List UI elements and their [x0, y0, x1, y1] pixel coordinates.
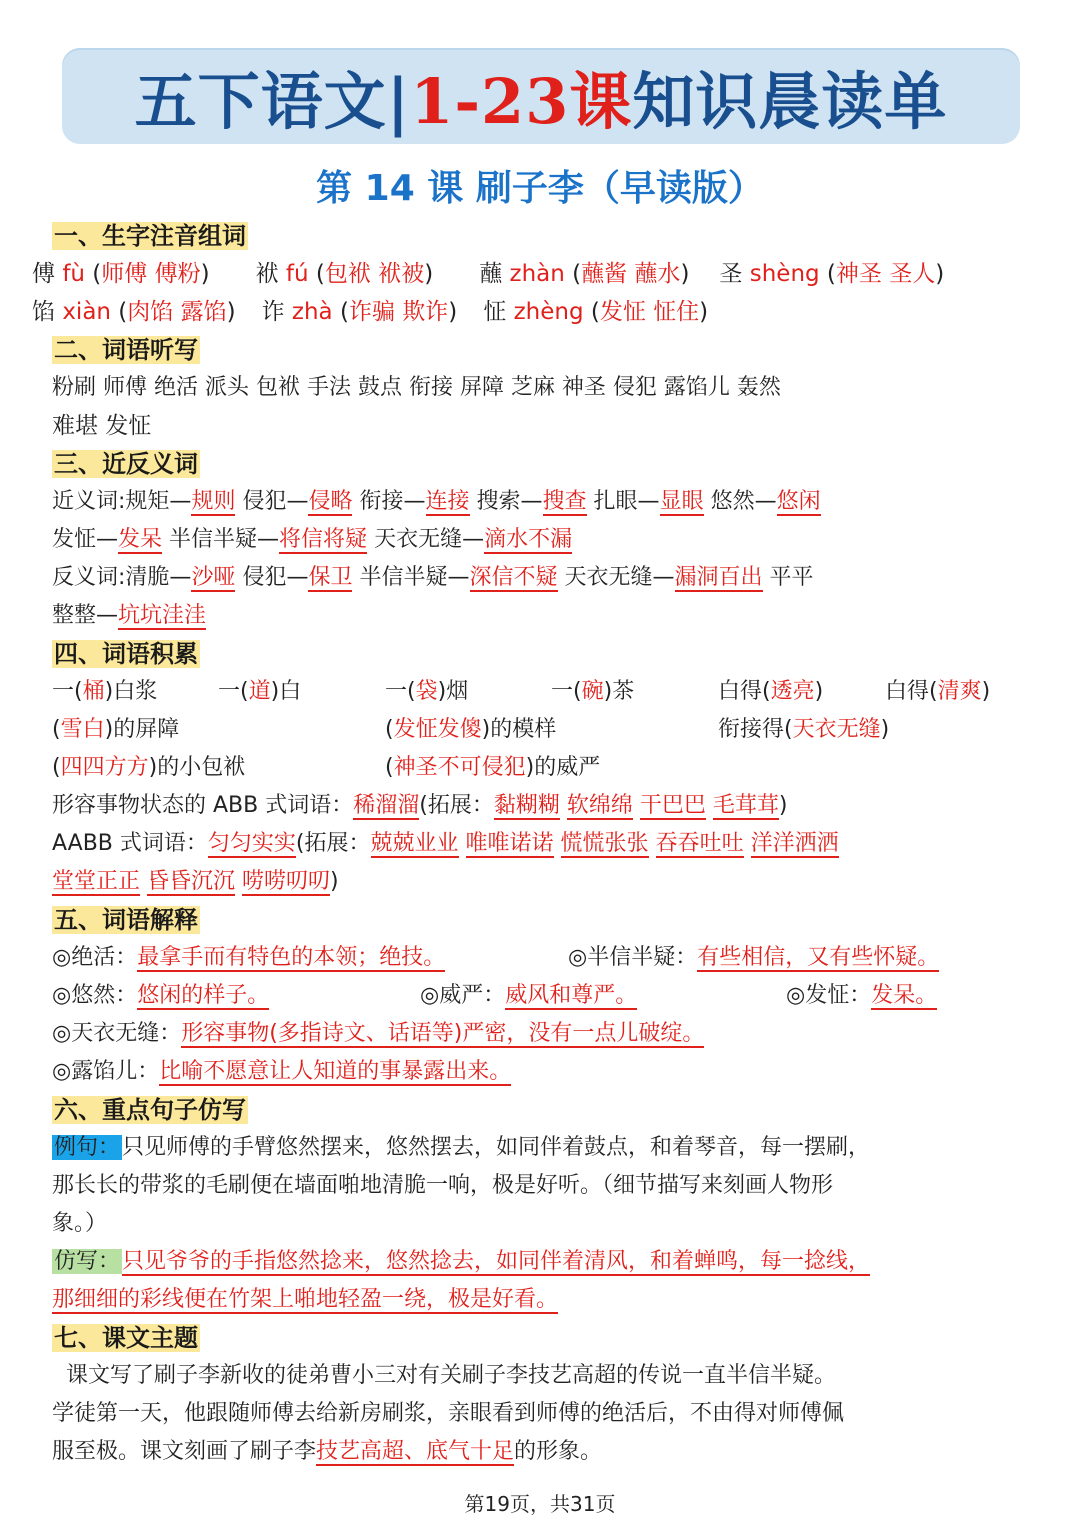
accumulate-row: 衔接得(天衣无缝) [718, 717, 890, 742]
dictation-line: 难堪 发怔 [52, 413, 152, 439]
title-part2: 1-23课 [410, 64, 633, 138]
char-item: 傅 fù (师傅 傅粉) [32, 261, 210, 287]
section-heading: 四、词语积累 [54, 640, 198, 668]
char-row-1 [32, 255, 944, 293]
section-heading: 六、重点句子仿写 [54, 1096, 246, 1124]
title-part1: 五下语文| [134, 64, 411, 138]
theme-paragraph: 课文写了刷子李新收的徒弟曹小三对有关刷子李技艺高超的传说一直半信半疑。 [52, 1363, 836, 1388]
dictation-line: 粉刷 师傅 绝活 派头 包袱 手法 鼓点 衔接 屏障 芝麻 神圣 侵犯 露馅儿 轰然 [52, 375, 781, 400]
accumulate-row: 白得(透亮) [718, 679, 824, 704]
synonym-line: 发怔—发呆 半信半疑—将信将疑 天衣无缝—滴水不漏 [52, 527, 573, 552]
accumulate-row: (雪白)的屏障 [52, 717, 180, 742]
char-item: 袱 fú (包袱 袱被) [255, 261, 434, 287]
accumulate-row: 一(道)白 [218, 679, 302, 704]
title-part3: 知识晨读单 [632, 64, 948, 138]
antonym-line: 整整—坑坑洼洼 [52, 603, 207, 628]
title-banner [62, 48, 1020, 144]
accumulate-row: 一(袋)烟 [385, 679, 469, 704]
char-item: 诈 zhà (诈骗 欺诈) [261, 299, 458, 325]
theme-paragraph: 学徒第一天，他跟随师傅去给新房刷浆，亲眼看到师傅的绝活后，不由得对师傅佩 [52, 1401, 845, 1426]
aabb-line: AABB 式词语：匀匀实实(拓展：兢兢业业 唯唯诺诺 慌慌张张 吞吞吐吐 洋洋洒洒 [52, 831, 839, 856]
theme-paragraph: 服至极。课文刻画了刷子李技艺高超、底气十足的形象。 [52, 1439, 603, 1464]
char-item: 怔 zhèng (发怔 怔住) [483, 299, 709, 325]
example-sentence: 那长长的带浆的毛刷便在墙面啪地清脆一响，极是好听。（细节描写来刻画人物形 [52, 1173, 834, 1198]
definition-item: ◎绝活：最拿手而有特色的本领；绝技。 [52, 945, 446, 970]
definition-item: ◎天衣无缝：形容事物(多指诗文、话语等)严密，没有一点儿破绽。 [52, 1021, 705, 1046]
antonym-line: 反义词:清脆—沙哑 侵犯—保卫 半信半疑—深信不疑 天衣无缝—漏洞百出 平平 [52, 565, 814, 590]
imitation-sentence: 那细细的彩线便在竹架上啪地轻盈一绕，极是好看。 [52, 1287, 559, 1312]
synonym-line: 近义词:规矩—规则 侵犯—侵略 衔接—连接 搜索—搜查 扎眼—显眼 悠然—悠闲 [52, 489, 821, 514]
section-heading: 一、生字注音组词 [54, 222, 246, 250]
example-sentence: 象。） [52, 1211, 108, 1236]
aabb-line: 堂堂正正 昏昏沉沉 唠唠叨叨) [52, 869, 339, 894]
lesson-title: 第 14 课 刷子李（早读版） [316, 168, 764, 209]
definition-item: ◎露馅儿：比喻不愿意让人知道的事暴露出来。 [52, 1059, 512, 1084]
accumulate-row: (四四方方)的小包袱 [52, 755, 246, 780]
definition-item: ◎威严：威风和尊严。 [420, 983, 638, 1008]
section-heading: 三、近反义词 [54, 450, 198, 478]
definition-item: ◎发怔：发呆。 [786, 983, 938, 1008]
page-title [135, 52, 948, 141]
section-heading: 二、词语听写 [54, 336, 198, 364]
definition-item: ◎半信半疑：有些相信，又有些怀疑。 [568, 945, 940, 970]
page-footer: 第19页，共31页 [464, 1492, 616, 1516]
section-heading: 五、词语解释 [54, 906, 198, 934]
section-heading: 七、课文主题 [54, 1324, 198, 1352]
char-row-2 [32, 293, 708, 331]
accumulate-row: 一(碗)茶 [551, 679, 635, 704]
char-item: 圣 shèng (神圣 圣人) [719, 261, 945, 287]
example-sentence: 例句：只见师傅的手臂悠然摆来，悠然摆去，如同伴着鼓点，和着琴音，每一摆刷， [54, 1135, 871, 1160]
accumulate-row: (发怔发傻)的模样 [385, 717, 557, 742]
accumulate-row: (神圣不可侵犯)的威严 [385, 755, 601, 780]
definition-item: ◎悠然：悠闲的样子。 [52, 983, 270, 1008]
char-item: 蘸 zhàn (蘸酱 蘸水) [479, 261, 690, 287]
accumulate-row: 白得(清爽) [885, 679, 991, 704]
abb-line: 形容事物状态的 ABB 式词语：稀溜溜(拓展：黏糊糊 软绵绵 干巴巴 毛茸茸) [52, 793, 788, 818]
accumulate-row: 一(桶)白浆 [52, 679, 158, 704]
example-label: 例句： [54, 1135, 121, 1160]
imitation-sentence: 仿写：只见爷爷的手指悠然捻来，悠然捻去，如同伴着清风，和着蝉鸣，每一捻线， [54, 1249, 871, 1274]
imitation-label: 仿写： [54, 1249, 121, 1274]
char-item: 馅 xiàn (肉馅 露馅) [32, 299, 236, 325]
